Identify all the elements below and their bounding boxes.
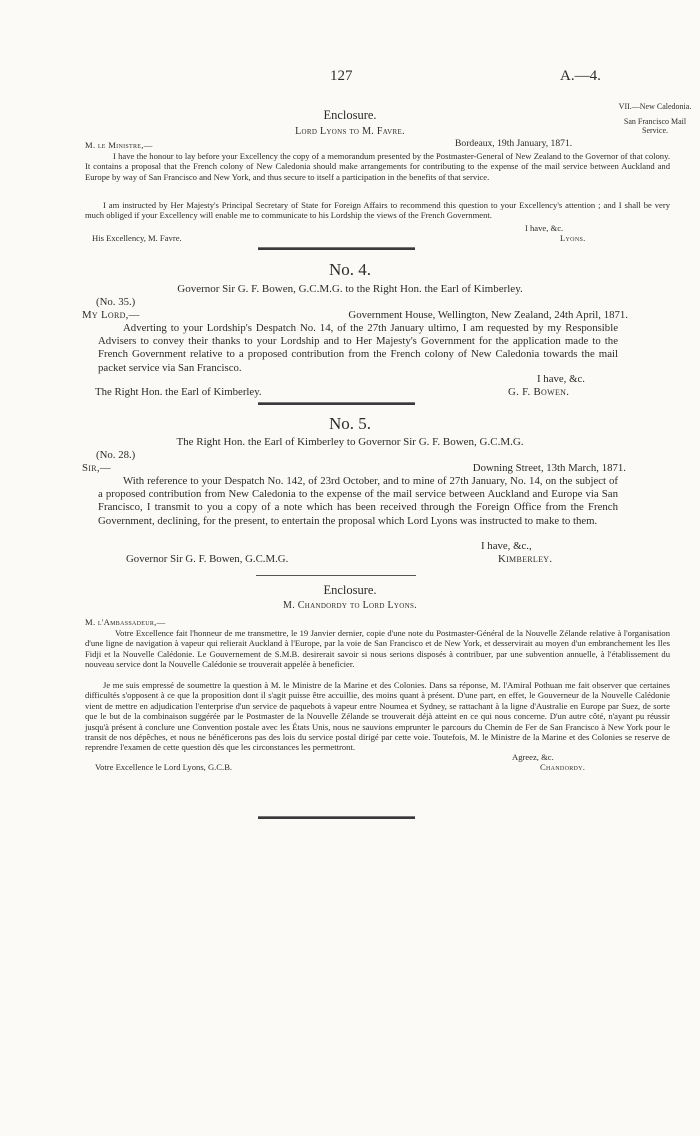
signature: Lyons. [560,233,586,243]
dateline: Downing Street, 13th March, 1871. [472,462,626,474]
signature: Kimberley. [498,553,553,565]
margin-note-line: VII.—New Caledonia. [618,102,692,111]
salutation: M. l'Ambassadeur,— [85,617,166,627]
enclosure-subtitle: Lord Lyons to M. Favre. [295,126,405,137]
paragraph: With reference to your Despatch No. 142, of 23rd October, and to mine of 27th January, No. 14, on the subject of a proposed contribution from New Caledonia to the expense of the mail service between Auckland and Europe via San Francisco, I transmit to you a copy of a note which has been received through the Foreign Office from the French Government, declining, for the present, to entertain the proposal which Lord Lyons was instructed to make to them. [98,475,618,527]
addressee: Governor Sir G. F. Bowen, G.C.M.G. [126,553,289,565]
closing: I have, &c. [537,373,585,385]
paragraph: I am instructed by Her Majesty's Principal Secretary of State for Foreign Affairs to recommend this question to your Excellency's attention ; and I shall be very much obliged if your Excellency will enable me to communicate to his Lordship the views of the French Government. [85,200,670,221]
closing: Agreez, &c. [512,752,554,762]
addressee: The Right Hon. the Earl of Kimberley. [95,386,262,398]
enclosure-title: Enclosure. [323,583,377,597]
enclosure-subtitle: M. Chandordy to Lord Lyons. [283,600,417,611]
section-divider [258,816,415,819]
addressee: His Excellency, M. Favre. [92,233,182,243]
document-number: No. 4. [328,260,372,279]
signature: G. F. Bowen. [508,386,570,398]
salutation: My Lord,— [82,309,140,321]
despatch-reference: (No. 35.) [96,296,136,308]
salutation: Sir,— [82,462,112,474]
dateline: Government House, Wellington, New Zealand, 24th April, 1871. [348,309,628,321]
paragraph: Votre Excellence fait l'honneur de me transmettre, le 19 Janvier dernier, copie d'une note du Postmaster-Général de la Nouvelle Zélande relative à l'organisation d'une ligne de navigation à vapeur qui relierait Auckland à l'Europe, par la voie de San Francisco et de New York, et desservirait au moyen d'un embranchement les Iles Fidji et la Nouvelle Calédonie. Le Gouvernement de S.M.B. desirerait savoir si nous serions disposés à contribuer, par une subvention annuelle, à l'établissement du nouveau service dont la Nouvelle Calédonie se trouverait appelée à beneficier. [85,628,670,670]
paragraph: I have the honour to lay before your Excellency the copy of a memorandum presented by the Postmaster-General of New Zealand to the Governor of that colony. It contains a proposal that the French colony of New Caledonia should make arrangements for contributing to the expense of the mail service between Auckland and Europe by way of San Francisco and New York, and thus secure to itself a participation in the benefits of that service. [85,151,670,182]
despatch-reference: (No. 28.) [96,449,136,461]
section-divider [256,575,416,576]
paragraph: Je me suis empressé de soumettre la question à M. le Ministre de la Marine et des Colonies. Dans sa réponse, M. l'Amiral Pothuan me fait observer que certaines difficultés s'opposent à ce que la proposition dont il s'agit puisse être accuillie, des moins quant à présent. D'une part, en effet, le Gouverneur de la Nouvelle Calédonie vient de mettre en adjudication l'enterprise d'un service de paquebots à vapeur entre Noumea et Sydney, se rattachant à la ligne d'Australie en Europe par Suez, de sorte que le but de la combinaison suggérée par le Postmaster de la Nouvelle Zélande se trouverait déjà atteint en ce qui nous concerne. D'un autre côté, n'ayant pu réussir jusqu'à présent à conclure une Convention postale avec les États Unis, nous ne sauvions emprunter le parcours du Chemin de Fer de San Francisco à New York pour le transit de nos dépêches, et nous ne bénéficerons pas des lois du service postal dirigé par cette voie. Toutefois, M. le Ministre de la Marine et des Colonies se reserve de reprendre l'examen de cette question dès que les circonstances les permettront. [85,680,670,753]
signature: Chandordy. [540,762,586,772]
document-heading: The Right Hon. the Earl of Kimberley to Governor Sir G. F. Bowen, G.C.M.G. [176,436,524,448]
document-heading: Governor Sir G. F. Bowen, G.C.M.G. to the Right Hon. the Earl of Kimberley. [177,283,523,295]
parliamentary-reference: A.—4. [560,68,601,84]
page-number: 127 [330,68,353,84]
document-number: No. 5. [328,414,372,433]
addressee: Votre Excellence le Lord Lyons, G.C.B. [95,762,233,772]
enclosure-title: Enclosure. [323,108,377,122]
section-divider [258,247,415,250]
paragraph: Adverting to your Lordship's Despatch No. 14, of the 27th January ultimo, I am requested by my Responsible Advisers to convey their thanks to your Lordship and to Her Majesty's Government for the application made to the French Government relative to a proposed contribution from the French colony of New Caledonia towards the mail packet service via San Francisco. [98,322,618,374]
section-divider [258,402,415,405]
closing: I have, &c. [525,223,564,233]
closing: I have, &c., [481,540,532,552]
margin-note-line: San Francisco Mail Service. [623,117,687,135]
dateline: Bordeaux, 19th January, 1871. [455,138,573,149]
salutation: M. le Ministre,— [85,140,153,150]
